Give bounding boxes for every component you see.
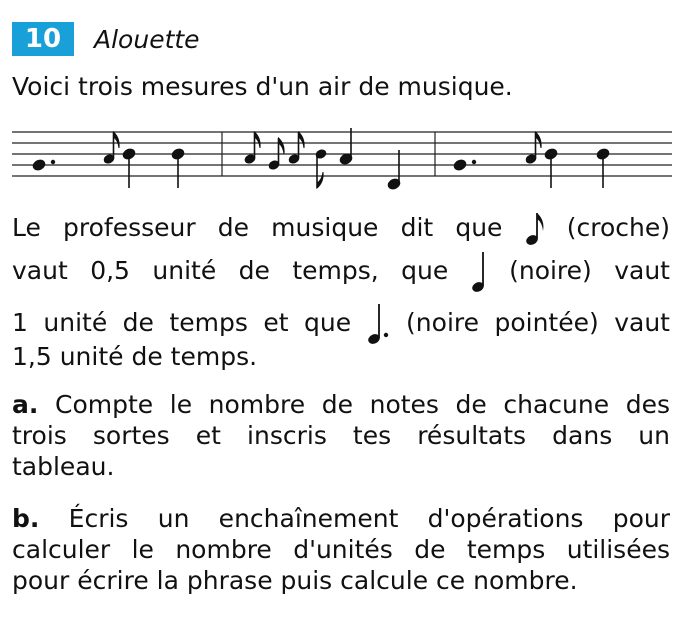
eighth-note-icon — [525, 211, 545, 247]
intro-text: Voici trois mesures d'un air de musique. — [12, 72, 513, 101]
quarter-note-icon — [471, 250, 487, 294]
question-b-line: calculer le nombre d'unités de temps utilisées — [12, 535, 670, 564]
question-b-letter: b. — [12, 504, 40, 533]
question-a-line: Compte le nombre de notes de chacune des — [54, 390, 670, 419]
question-a — [12, 389, 670, 482]
durations-line-1 — [12, 208, 670, 248]
durations-text: 1 unité de temps et que — [12, 308, 352, 337]
question-b-line: pour écrire la phrase puis calcule ce nombre. — [12, 566, 578, 595]
durations-text: (noire pointée) vaut — [406, 308, 670, 337]
music-staff-icon — [12, 128, 672, 192]
dotted-quarter-note-icon — [367, 302, 391, 346]
question-a-line: tableau. — [12, 452, 115, 481]
question-b-line: Écris un enchaînement d'opérations pour — [68, 504, 670, 533]
durations-text: Le professeur de musique dit que — [12, 213, 503, 242]
question-a-line: trois sortes et inscris tes résultats dans un — [12, 421, 670, 450]
durations-line-2 — [12, 246, 670, 296]
durations-line-4 — [12, 341, 670, 372]
exercise-title: Alouette — [94, 24, 200, 54]
exercise-header — [12, 22, 200, 56]
exercise-number: 10 — [12, 22, 74, 56]
durations-text: 1,5 unité de temps. — [12, 342, 258, 371]
durations-text: vaut 0,5 unité de temps, que — [12, 256, 449, 285]
durations-line-3 — [12, 300, 670, 346]
question-b — [12, 503, 670, 596]
question-a-letter: a. — [12, 390, 39, 419]
durations-text: (croche) — [566, 213, 671, 242]
durations-text: (noire) vaut — [509, 256, 670, 285]
